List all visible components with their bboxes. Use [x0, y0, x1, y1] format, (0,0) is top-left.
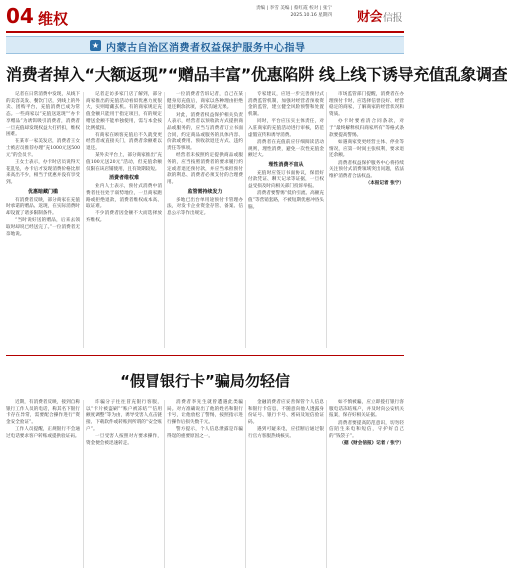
story2-column-5 [329, 400, 404, 570]
paragraph: 一位消费者告诉记者，自己在某健身房充值后，商家以各种理由拒绝退还剩余款项，多次沟通无果。 [167, 92, 243, 111]
subheading: 监管需持续发力 [187, 188, 223, 195]
paragraph: 某外卖平台上，部分商家推出“充值100元送20元”活动，但充值余额仅限在该店铺使用，且有效期较短。 [86, 153, 162, 172]
paragraph: 近期，有消费者反映，接到自称银行工作人员的电话，称其名下银行卡存在异常，需要配合操作进行“资金安全验证”。 [6, 400, 80, 426]
paragraph: 遇到可疑来电，应挂断后通过银行官方客服热线核实。 [248, 427, 324, 440]
paragraph: 业内人士表示，预付式消费中消费者往往处于弱势地位，一旦商家跑路或拒绝退款，消费者维权成本高、取证难。 [86, 184, 162, 210]
paragraph: 记者在日常消费中发现，从线下的美容美发、餐饮门店，到线上的外卖、团购平台，充值消费已成为常态。一些商家以“充值送返现”“办卡享赠品”为诱饵吸引消费者，消费者一旦充值却发现权益大打折扣，维权困难。 [6, 92, 80, 138]
paragraph: 有消费者反映，部分商家在充值时承诺的赠品、返现，在实际消费时却设置了诸多限制条件。 [6, 197, 80, 216]
paragraph: “当时说好送的赠品，后来去领取时却说已经送完了。”一位消费者无奈地说。 [6, 218, 80, 237]
paragraph: 经营者未按照约定提供商品或服务的，应当按照消费者的要求履行约定或者退还预付款，并应当承担预付款的利息、消费者必须支付的合理费用。 [167, 153, 243, 186]
paragraph: 不少消费者因金额不大而选择放弃维权。 [86, 211, 162, 224]
paragraph: 王女士表示，办卡时店员说得天花乱坠，办卡后才发现消费价格比原来高出不少，相当于优惠并没有享受到。 [6, 160, 80, 186]
star-icon: ★ [91, 41, 100, 50]
column-divider [326, 400, 327, 568]
paragraph: 市场监管部门提醒，消费者在办理预付卡时，应选择信誉良好、经营稳定的商家，了解商家的经营状况和资质。 [329, 92, 404, 118]
column-divider [245, 400, 246, 568]
paragraph: 消费者李先生就曾遭遇此类骗局。对方准确说出了他的姓名和银行卡号，让他放松了警惕，按照指示进行操作后损失数千元。 [167, 400, 243, 426]
paragraph: 如遇商家变更经营主体、停业等情况，应第一时间主张权利，要求退还余额。 [329, 139, 404, 159]
paragraph: 多地已出台单用途预付卡管理办法，对发卡企业资金存管、备案、信息公示等作出规定。 [167, 197, 243, 216]
column-divider [164, 400, 165, 568]
page-number: 04 [6, 4, 34, 28]
column-divider [83, 92, 84, 348]
story2-column-4 [248, 400, 324, 570]
paragraph: 办卡时要看清合同条款，对于“最终解释权归商家所有”等格式条款要提高警惕。 [329, 119, 404, 138]
masthead [6, 4, 404, 34]
column-divider [326, 92, 327, 348]
masthead-meta-date: 2025.10.16 星期四 [290, 12, 332, 18]
story1-headline: 消费者掉入“大额返现”“赠品丰富”优惠陷阱 线上线下诱导充值乱象调查 [6, 65, 507, 84]
paragraph: 诈骗分子往往冒充银行客服，以“卡片被盗刷”“账户被冻结”“信用额度调整”等为由，诱导受害人点击链接、下载软件或转账到所谓的“安全账户”。 [86, 400, 162, 432]
byline: （据《财会信报》记者 / 张宁） [339, 441, 404, 447]
masthead-meta [256, 6, 332, 19]
story-divider [6, 355, 404, 356]
paragraph: 对此，消费者权益保护相关负责人表示，经营者以预收款方式提供商品或服务的，应当与消费者订立书面合同，约定商品或服务的具体内容、价款或费用、预收款退还方式、违约责任等事项。 [167, 112, 243, 152]
subheading: 优惠暗藏门槛 [27, 188, 58, 195]
column-divider [245, 92, 246, 348]
paragraph: 警方提示，个人信息泄露是诈骗得逞的重要原因之一。 [167, 427, 243, 440]
paragraph: 充值时应签订书面协议，保留好付款凭证、聊天记录等证据，一旦权益受损及时向相关部门投诉举报。 [248, 170, 324, 190]
paragraph: 在某市一家美发店，消费者王女士被店员推荐办理“充1000元送500元”的会员卡。 [6, 139, 80, 158]
paragraph: 记者走访多家门店了解到，部分商家推出的充值活动看似优惠力度很大，实则暗藏玄机。有的商家规定充值金额只能用于指定项目，有的规定赠送金额不能单独使用，需与本金按比例抵扣。 [86, 92, 162, 131]
story2-column-1 [6, 400, 80, 570]
story1-column-1 [6, 92, 80, 350]
masthead-meta-editors: 责编 | 李雪 美编 | 蔡红霞 校对 | 张宁 [255, 6, 332, 11]
story1-column-3 [167, 92, 243, 350]
paragraph: 如不慎被骗，应立即拨打银行客服电话冻结账户，并及时向公安机关报案，保存好相关证据。 [329, 400, 404, 419]
byline: （本报记者 张宁） [365, 181, 404, 187]
banner-text: 内蒙古自治区消费者权益保护服务中心指导 [106, 43, 306, 54]
column-divider [164, 92, 165, 348]
paragraph: 一旦受害人按照对方要求操作，资金便会被迅速转走。 [86, 434, 162, 446]
story2-column-3 [167, 400, 243, 570]
paragraph: 消费者在充值前应仔细阅读活动规则，理性消费，避免一次性充值金额过大。 [248, 139, 324, 159]
paragraph: 消费者要警惕“低价引流、高额充值”等营销套路，不被短期优惠冲昏头脑。 [248, 191, 324, 210]
paragraph: 消费者要提高防范意识，切勿轻信陌生来电和短信，守护好自己的“钱袋子”。 [329, 420, 404, 440]
section-name: 维权 [38, 10, 69, 28]
paragraph: 工作人员提醒，正规银行不会通过电话要求客户转账或提供验证码。 [6, 427, 80, 440]
paragraph: 专家建议，应进一步完善预付式消费监管机制，加强对经营者预收资金的监管，建立健全风险预警和处置机制。 [248, 92, 324, 118]
guidance-banner [6, 36, 404, 54]
subheading: 消费者维权难 [108, 175, 139, 182]
story1-column-2 [86, 92, 162, 350]
story2-headline: “假冒银行卡”骗局勿轻信 [120, 372, 290, 390]
paper-logo [357, 6, 402, 25]
story1-column-5 [329, 92, 404, 350]
story2-column-2 [86, 400, 162, 570]
subheading: 理性消费不盲从 [268, 162, 304, 169]
paper-logo-main: 财会 [356, 10, 382, 25]
masthead-rule [6, 31, 404, 33]
paragraph: 金融消费者应妥善保管个人信息和银行卡信息，不随意向他人透露身份证号、银行卡号、密码及短信验证码。 [248, 400, 324, 426]
column-divider [83, 400, 84, 568]
paragraph: 消费者权益保护服务中心将持续关注预付式消费领域突出问题，依法维护消费者合法权益。 [329, 160, 404, 179]
story1-column-4 [248, 92, 324, 350]
paragraph: 有商家在顾客充值后不久就变更经营者或直接关门，消费者余额难以退还。 [86, 132, 162, 152]
paragraph: 同时，平台应压实主体责任，对入驻商家的充值活动进行审核，防范虚假宣传和诱导消费。 [248, 119, 324, 138]
masthead-right [172, 4, 402, 32]
paper-logo-sub: 信报 [383, 13, 402, 24]
